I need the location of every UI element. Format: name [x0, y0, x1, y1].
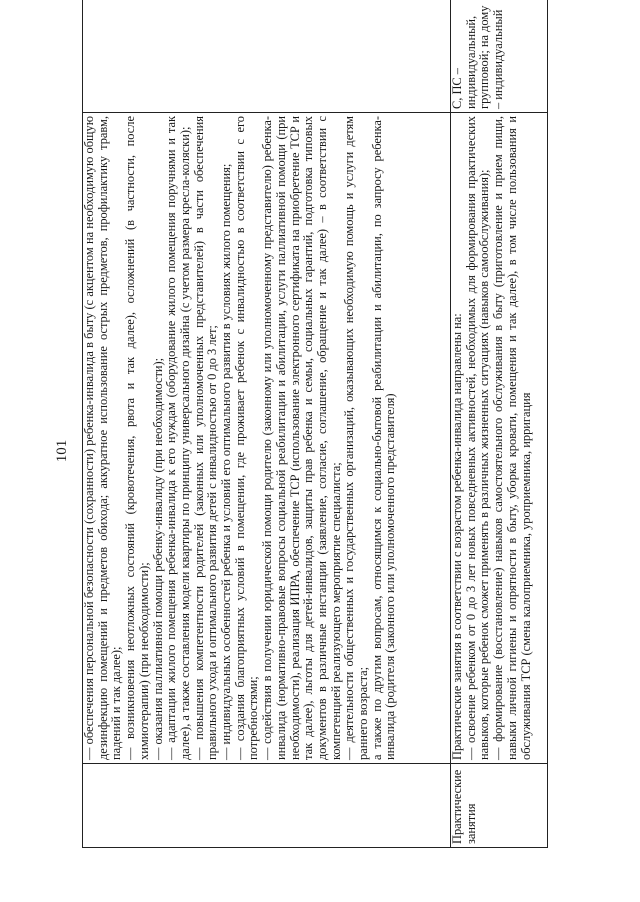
- measure-form-cell: [83, 0, 451, 113]
- measure-form-cell: С, ПС – индивидуальный, групповой; на дому – индивидуальный: [451, 0, 548, 113]
- table-row: [451, 0, 548, 848]
- content-paragraph: а также по другим вопросам, относящимся к социально-бытовой реабилитации и абилитации, по запросу ребенка-инвалида (родителя (законного или уполномоченного представителя): [369, 116, 398, 760]
- content-paragraph: — возникновения неотложных состояний (кровотечения, рвота и так далее), осложнений (в частности, после химиотерапии) (при необходимости);: [123, 116, 151, 760]
- rehabilitation-measures-table: [82, 0, 548, 848]
- content-paragraph: — оказания паллиативной помощи ребенку-инвалиду (при необходимости);: [150, 357, 165, 760]
- content-paragraph: — адаптации жилого помещения ребенка-инвалида к его нуждам (оборудование жилого помещения поручнями и так далее), а также составления модели квартиры по принципу универсального дизайна (с учетом размера кресла-коляски);: [164, 116, 192, 760]
- measure-name-cell: [83, 764, 451, 848]
- content-paragraph: — деятельности общественных и государственных организаций, оказывающих необходимую помощь и услуги детям раннего возраста;: [342, 116, 371, 760]
- content-paragraph: — содействия в получении юридической помощи родителю (законному или уполномоченному представителю) ребенка-инвалида (нормативно-правовые вопросы социальной реабилитации и абилитации, услуги паллиативной помощи (при необходимости), реализация ИПРА, обеспечение ТСР (использование электронного сертификата на приобретение ТСР и так далее), льготы для детей-инвалидов, защиты прав ребенка и семьи, социальных гарантий, подготовка типовых документов в различные инстанции (заявление, согласие, соглашение, обращение и так далее) – в соответствии с компетенцией реализующего мероприятие специалиста;: [260, 116, 343, 760]
- content-paragraph: — формирование (восстановление) навыков самостоятельного обслуживания в быту (приготовление и прием пищи, навыки личной гигиены и опрятности в быту, уборка кровати, помещения и так далее), в том числе пользования и обслуживания ТСР (смена калоприемника, уроприемника, ирригация: [491, 116, 533, 760]
- measure-content-cell: [451, 113, 548, 764]
- measure-content-cell: [83, 113, 451, 764]
- content-paragraph: Практические занятия в соответствии с возрастом ребенка-инвалида направлены на:: [450, 313, 464, 760]
- table-row: [83, 0, 451, 848]
- content-paragraph: — освоение ребенком от 0 до 3 лет новых повседневных активностей, необходимых для формирования практических навыков, которые ребенок сможет применять в различных жизненных ситуациях (навыков самообслуживания);: [463, 116, 492, 760]
- content-paragraph: — создания благоприятных условий в помещении, где проживает ребенок с инвалидностью в соответствии с его потребностями;: [232, 116, 261, 760]
- content-paragraph: — индивидуальных особенностей ребенка и условий его оптимального развития в условиях жилого помещения;: [219, 163, 234, 760]
- page-number: 101: [54, 439, 70, 463]
- measure-name-cell: Практические занятия: [451, 764, 548, 848]
- content-paragraph: — обеспечения персональной безопасности (сохранности) ребенка-инвалида в быту (с акцентом на необходимую общую дезинфекцию помещений и предметов обихода; аккуратное использование острых предметов, профилактику травм, падений и так далее);: [82, 116, 124, 760]
- content-paragraph: — повышения компетентности родителей (законных или уполномоченных представителей) в части обеспечения правильного ухода и оптимального развития детей с инвалидностью от 0 до 3 лет;: [191, 116, 220, 760]
